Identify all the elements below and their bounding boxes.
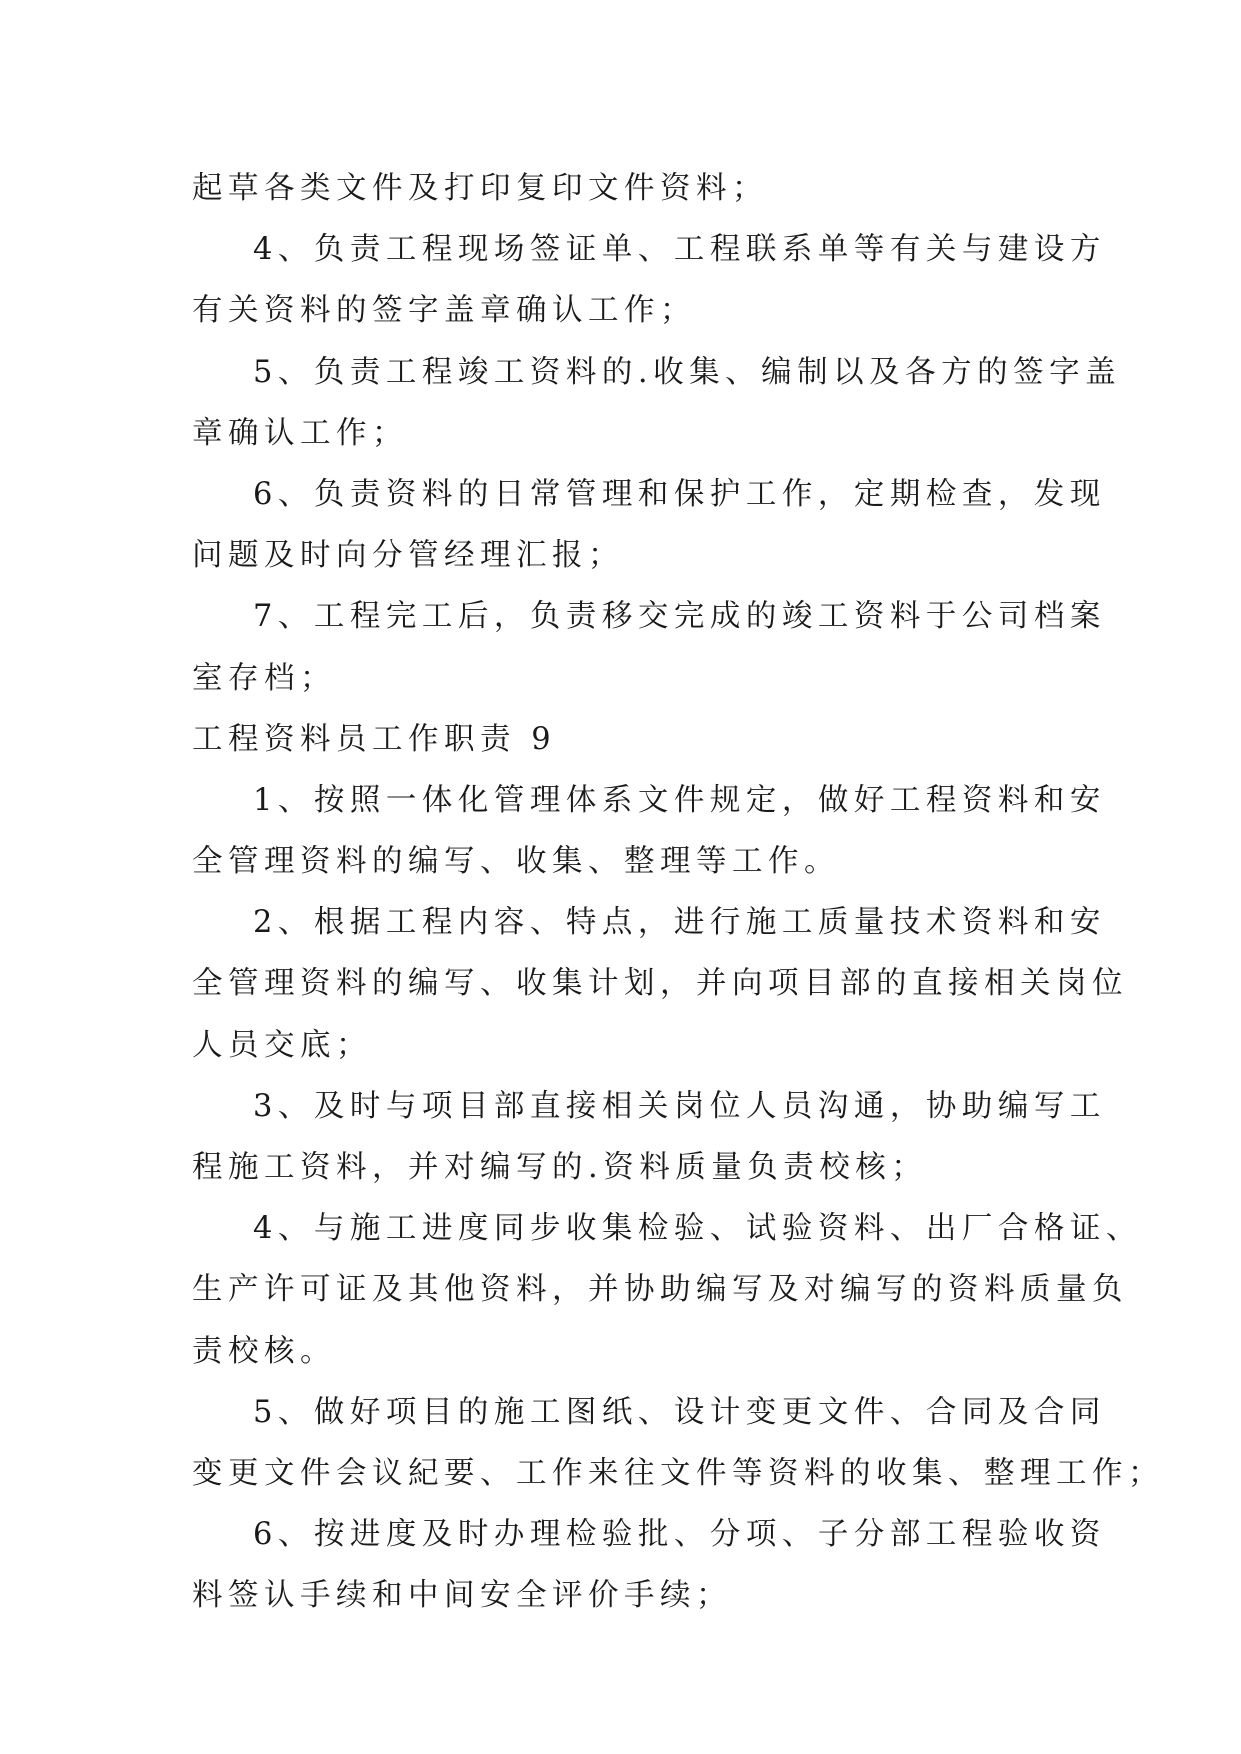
- paragraph-line: 全管理资料的编写、收集计划，并向项目部的直接相关岗位: [192, 966, 1128, 1002]
- paragraph-line: 5、负责工程竣工资料的.收集、编制以及各方的签字盖: [253, 354, 1122, 390]
- paragraph-line: 生产许可证及其他资料，并协助编写及对编写的资料质量负: [192, 1272, 1128, 1308]
- paragraph-line: 程施工资料，并对编写的.资料质量负责校核；: [192, 1150, 928, 1185]
- paragraph-line: 6、负责资料的日常管理和保护工作，定期检查，发现: [253, 476, 1106, 512]
- paragraph-line: 全管理资料的编写、收集、整理等工作。: [192, 844, 840, 880]
- section-heading: 工程资料员工作职责 9: [192, 721, 557, 757]
- paragraph-line: 料签认手续和中间安全评价手续；: [192, 1578, 732, 1614]
- paragraph-line: 责校核。: [192, 1333, 336, 1369]
- paragraph-line: 起草各类文件及打印复印文件资料；: [192, 171, 768, 206]
- paragraph-line: 3、及时与项目部直接相关岗位人员沟通，协助编写工: [253, 1088, 1106, 1124]
- paragraph-line: 章确认工作；: [192, 415, 408, 451]
- paragraph-line: 变更文件会议紀要、工作来往文件等资料的收集、整理工作；: [192, 1455, 1164, 1491]
- paragraph-line: 2、根据工程内容、特点，进行施工质量技术资料和安: [253, 905, 1106, 941]
- paragraph-line: 5、做好项目的施工图纸、设计变更文件、合同及合同: [253, 1394, 1106, 1430]
- paragraph-line: 室存档；: [192, 660, 336, 696]
- paragraph-line: 4、与施工进度同步收集检验、试验资料、出厂合格证、: [253, 1211, 1142, 1247]
- paragraph-line: 6、按进度及时办理检验批、分项、子分部工程验收资: [253, 1517, 1106, 1553]
- paragraph-line: 7、工程完工后，负责移交完成的竣工资料于公司档案: [253, 599, 1106, 635]
- paragraph-line: 人员交底；: [192, 1027, 372, 1063]
- paragraph-line: 1、按照一体化管理体系文件规定，做好工程资料和安: [253, 782, 1106, 818]
- paragraph-line: 有关资料的签字盖章确认工作；: [192, 293, 696, 329]
- document-body: [192, 158, 1164, 1627]
- paragraph-line: 问题及时向分管经理汇报；: [192, 538, 624, 574]
- paragraph-line: 4、负责工程现场签证单、工程联系单等有关与建设方: [253, 232, 1106, 268]
